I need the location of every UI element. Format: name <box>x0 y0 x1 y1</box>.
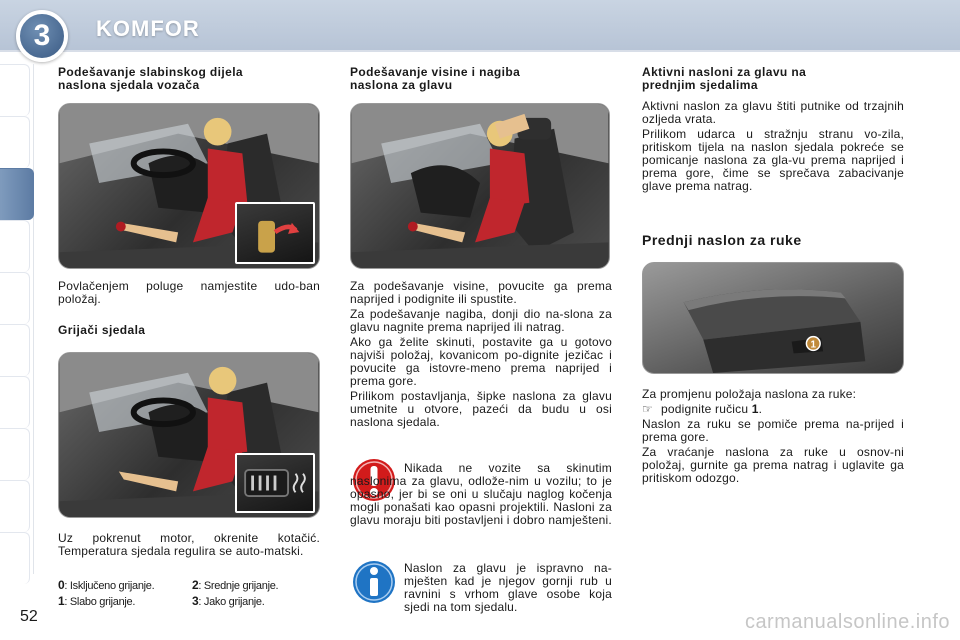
watermark: carmanualsonline.info <box>744 611 950 633</box>
heated-text: Uz pokrenut motor, okrenite kotačić. Temperatura sjedala regulira se auto-matski. <box>58 531 320 558</box>
armrest-p4: Naslon za ruku se pomiče prema na-prijed i prema gore. <box>642 417 904 444</box>
chapter-title: KOMFOR <box>96 16 200 41</box>
photo-driver-seat-lumbar <box>58 103 320 269</box>
heading-headrest: Podešavanje visine i nagiba naslona za glavu <box>350 65 521 92</box>
headrest-p3: Ako ga želite skinuti, postavite ga u gotovo najviši položaj, kovanicom po-dignite jezičac i povucite ga istovre-meno prema naprijed i prema gore. <box>350 335 612 388</box>
headrest-p1: Za podešavanje visine, povucite ga prema naprijed i podignite ili spustite. <box>350 279 612 306</box>
armrest-illustration <box>643 263 903 373</box>
chapter-number-badge: 3 <box>16 10 68 62</box>
armrest-p5: Za vraćanje naslona za ruke u osnov-ni položaj, gurnite ga prema natrag i uglavite ga pritiskom odozgo. <box>642 445 904 485</box>
side-tab-8[interactable] <box>0 428 30 480</box>
lever-arrow-icon <box>237 204 313 262</box>
armrest-bullet-ref: 1 <box>751 402 759 416</box>
photo-heated-seat <box>58 352 320 518</box>
legend-key-0: 0 <box>58 578 65 592</box>
legend-item-0: 0: Isključeno grijanje. <box>58 578 155 592</box>
side-tab-3-active[interactable] <box>0 168 34 220</box>
armrest-text-block <box>642 388 904 485</box>
info-text: Naslon za glavu je ispravno na-mješten kad je njegov gornji rub u ravnini s vrhom glave osobe koja sjedi na tom sjedalu. <box>404 561 612 614</box>
side-tab-2[interactable] <box>0 116 30 168</box>
heated-text-block <box>58 532 320 558</box>
headrest-illustration <box>351 104 609 268</box>
photo-armrest <box>642 262 904 374</box>
legend-item-3: 3: Jako grijanje. <box>192 594 265 608</box>
active-p2: Prilikom udarca u stražnju stranu vo-zila, pritiskom tijela na naslon sjedala pokreće se pomicanje naslona za gla-vu prema naprijed i prema gore, čime se sprečava zabacivanje glave prema natrag. <box>642 127 904 193</box>
headrest-text-block <box>350 280 612 429</box>
lumbar-lever-inset <box>235 202 315 264</box>
heading-lumbar: Podešavanje slabinskog dijela naslona sjedala vozača <box>58 65 244 92</box>
column-lumbar-heated <box>58 66 320 92</box>
headrest-p4: Prilikom postavljanja, šipke naslona za glavu umetnite u otvore, pazeći da budu u osi naslona sjedala. <box>350 389 612 429</box>
heated-seat-dial-inset <box>235 453 315 513</box>
side-tab-1[interactable] <box>0 64 30 116</box>
side-tab-6[interactable] <box>0 324 30 376</box>
armrest-p3: Za promjenu položaja naslona za ruke: <box>642 387 857 401</box>
armrest-callout-1: 1 <box>810 339 817 351</box>
lumbar-text-block <box>58 280 320 306</box>
side-tab-10[interactable] <box>0 532 30 584</box>
armrest-bullet-text: podignite ručicu <box>660 402 749 416</box>
armrest-heading-block <box>642 232 904 248</box>
page-number: 52 <box>20 608 38 625</box>
side-tab-5[interactable] <box>0 272 30 324</box>
heading-active-headrest: Aktivni nasloni za glavu na prednjim sjedalima <box>642 65 807 92</box>
legend-item-2: 2: Srednje grijanje. <box>192 578 279 592</box>
legend-key-1: 1 <box>58 594 65 608</box>
active-p1: Aktivni naslon za glavu štiti putnike od trzajnih ozljeda vrata. <box>642 99 904 126</box>
armrest-bullet-end: . <box>758 402 763 416</box>
heated-heading-block <box>58 324 320 337</box>
warning-block <box>350 462 612 527</box>
info-block <box>404 562 612 614</box>
photo-headrest-adjust <box>350 103 610 269</box>
info-icon <box>352 560 396 604</box>
legend-label-3: Jako grijanje. <box>203 596 265 608</box>
legend-label-0: Isključeno grijanje. <box>69 580 155 592</box>
column-active-headrest <box>642 66 904 193</box>
legend-label-1: Slabo grijanje. <box>69 596 136 608</box>
side-tab-9[interactable] <box>0 480 30 532</box>
legend-key-3: 3 <box>192 594 199 608</box>
hand-pointer-icon: ☞ <box>642 402 653 416</box>
side-tab-7[interactable] <box>0 376 30 428</box>
lumbar-text: Povlačenjem poluge namjestite udo-ban položaj. <box>58 279 320 306</box>
chapter-side-tabs <box>0 64 34 574</box>
heading-heated: Grijači sjedala <box>58 323 146 337</box>
armrest-bullet <box>642 403 904 416</box>
legend-item-1: 1: Slabo grijanje. <box>58 594 136 608</box>
column-headrest <box>350 66 612 92</box>
heading-armrest: Prednji naslon za ruke <box>642 232 802 248</box>
legend-key-2: 2 <box>192 578 199 592</box>
warning-text: Nikada ne vozite sa skinutim naslonima za glavu, odlože-nim u vozilu; to je opasno, jer bi se oni u slučaju naglog kočenja mogli ponašati kao opasni projektili. Nasloni za glavu moraju biti postavljeni i dobro namješteni. <box>350 461 612 527</box>
headrest-p2: Za podešavanje nagiba, donji dio na-slona za glavu nagnite prema naprijed ili natrag. <box>350 307 612 334</box>
side-tab-4[interactable] <box>0 220 30 272</box>
heat-dial-icon <box>237 455 313 511</box>
legend-label-2: Srednje grijanje. <box>203 580 279 592</box>
